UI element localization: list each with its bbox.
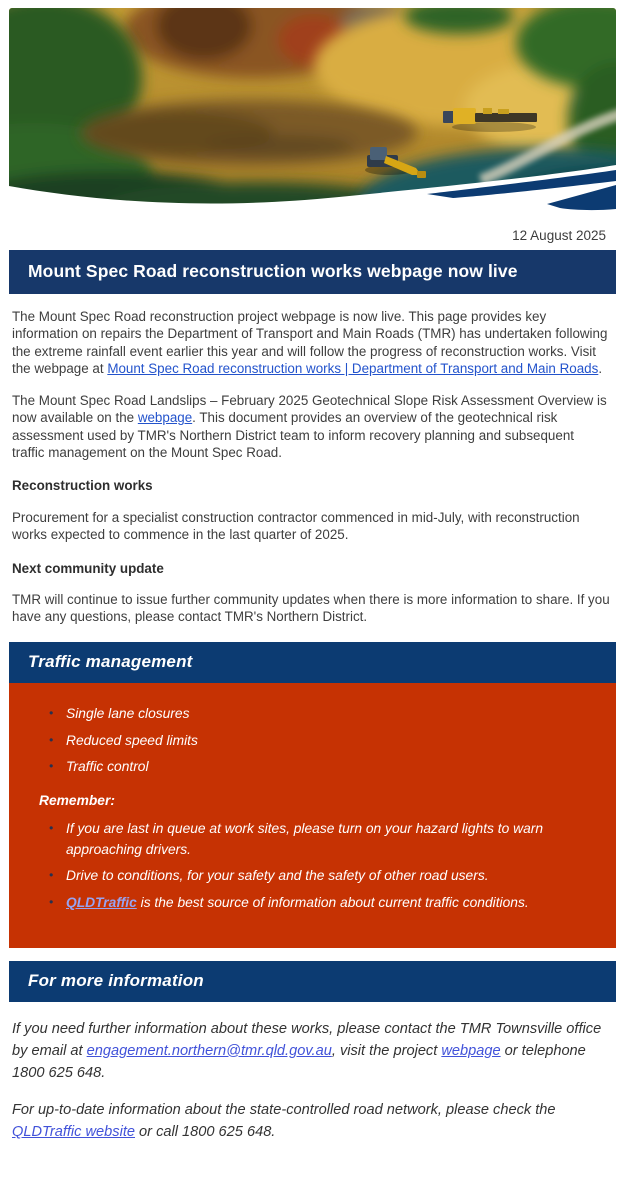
contact-text-mid: , visit the project xyxy=(331,1042,442,1059)
list-item: • If you are last in queue at work sites, please turn on your hazard lights to warn approaching drivers. xyxy=(49,819,592,860)
hero-aerial-photo xyxy=(9,8,616,215)
assessment-text-end: . This document provides an overview of the geotechnical risk assessment used by TMR's Northern District team to inform recovery planning and subsequent traffic management on the Mount Spec Road. xyxy=(12,410,574,460)
more-information-bar xyxy=(9,961,616,1002)
more-information-body xyxy=(9,1002,616,1178)
main-headline-bar xyxy=(9,250,616,294)
more-information-title: For more information xyxy=(28,970,204,990)
webpage-link[interactable]: webpage xyxy=(137,410,193,426)
assessment-paragraph xyxy=(12,392,610,462)
qldtraffic-text: is the best source of information about current traffic conditions. xyxy=(136,895,529,911)
remember-list xyxy=(39,819,592,914)
qldtraffic-website-link[interactable]: QLDTraffic website xyxy=(12,1124,135,1141)
qldtraffic-info-text: For up-to-date information about the state-controlled road network, please check the xyxy=(12,1102,556,1119)
qldtraffic-link[interactable]: QLDTraffic xyxy=(66,895,137,911)
list-item: • Traffic control xyxy=(49,757,592,778)
contact-text: If you need further information about these works, please contact the TMR Townsville office by email at xyxy=(12,1020,602,1059)
body-copy xyxy=(9,294,616,642)
email-body xyxy=(9,8,616,1178)
project-page-link[interactable]: webpage xyxy=(441,1042,501,1059)
list-item: • Reduced speed limits xyxy=(49,731,592,752)
traffic-management-bar xyxy=(9,642,616,683)
qldtraffic-info-end: or call 1800 625 648. xyxy=(135,1124,276,1141)
traffic-management-panel xyxy=(9,683,616,948)
list-item: • Drive to conditions, for your safety and the safety of other road users. xyxy=(49,866,592,887)
list-item: • Single lane closures xyxy=(49,704,592,725)
remember-label: Remember: xyxy=(39,792,115,808)
qldtraffic-paragraph xyxy=(12,1100,606,1144)
traffic-measures-list xyxy=(39,704,592,778)
list-item xyxy=(49,893,592,914)
next-update-heading: Next community update xyxy=(12,560,164,576)
intro-text: The Mount Spec Road reconstruction project webpage is now live. This page provides key information on repairs the Department of Transport and Main Roads (TMR) has undertaken following the extreme rainfall event earlier this year and will follow the progress of reconstruction works. Visit the webpage at xyxy=(12,309,608,377)
next-update-paragraph: TMR will continue to issue further community updates when there is more information to share. If you have any questions, please contact TMR's Northern District. xyxy=(12,592,610,625)
date: 12 August 2025 xyxy=(512,228,606,243)
section-divider xyxy=(9,948,616,961)
procurement-paragraph: Procurement for a specialist construction contractor commenced in mid-July, with reconstruction works expected to commence in the last quarter of 2025. xyxy=(12,509,580,543)
assessment-text: The Mount Spec Road Landslips – February 2025 Geotechnical Slope Risk Assessment Overview is now available on the xyxy=(12,392,607,426)
main-headline: Mount Spec Road reconstruction works webpage now live xyxy=(28,261,518,281)
project-webpage-link[interactable]: Mount Spec Road reconstruction works | Department of Transport and Main Roads xyxy=(107,361,599,377)
email-link[interactable]: engagement.northern@tmr.qld.gov.au xyxy=(86,1042,332,1059)
contact-paragraph xyxy=(12,1019,606,1085)
reconstruction-works-heading: Reconstruction works xyxy=(12,478,153,494)
cleared-track xyxy=(81,100,417,166)
intro-text-end: . xyxy=(598,361,603,377)
traffic-management-title: Traffic management xyxy=(28,651,193,671)
intro-paragraph xyxy=(12,308,610,378)
contact-text-end: or telephone 1800 625 648. xyxy=(12,1042,586,1081)
hero-aerial-photo-graphic xyxy=(9,8,616,215)
